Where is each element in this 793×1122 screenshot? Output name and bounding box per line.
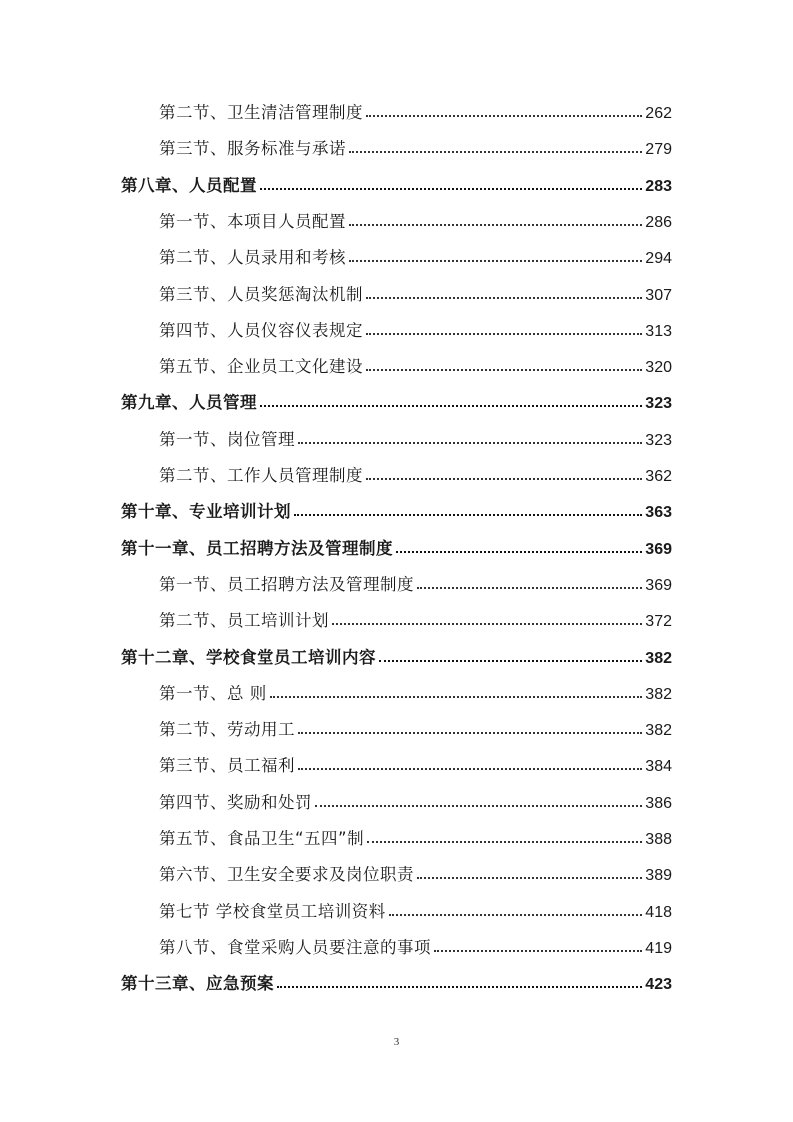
toc-section-entry[interactable] bbox=[159, 277, 672, 305]
toc-entry-title: 第八章、人员配置 bbox=[121, 175, 257, 195]
toc-entry-page: 423 bbox=[645, 976, 672, 994]
toc-entry-page: 384 bbox=[645, 758, 672, 776]
toc-entry-title: 第四节、人员仪容仪表规定 bbox=[159, 320, 363, 340]
dot-leader bbox=[389, 913, 643, 916]
toc-entry-title: 第十一章、员工招聘方法及管理制度 bbox=[121, 538, 393, 558]
toc-entry-title: 第一节、岗位管理 bbox=[159, 429, 295, 449]
dot-leader bbox=[298, 441, 642, 444]
dot-leader bbox=[298, 731, 642, 734]
toc-entry-page: 283 bbox=[645, 177, 672, 195]
toc-entry-page: 286 bbox=[645, 213, 672, 231]
toc-entry-page: 262 bbox=[645, 105, 672, 122]
toc-chapter-entry[interactable] bbox=[121, 966, 672, 994]
toc-entry-page: 323 bbox=[645, 395, 672, 413]
toc-entry-title: 第五节、食品卫生“五四”制 bbox=[159, 829, 365, 848]
toc-entry-title: 第三节、服务标准与承诺 bbox=[159, 139, 346, 159]
dot-leader bbox=[349, 259, 642, 262]
toc-section-entry[interactable] bbox=[159, 785, 672, 813]
dot-leader bbox=[366, 332, 642, 335]
dot-leader bbox=[367, 840, 642, 843]
toc-entry-title: 第三节、员工福利 bbox=[159, 756, 295, 776]
toc-entry-page: 313 bbox=[645, 322, 672, 340]
toc-entry-title: 第二节、员工培训计划 bbox=[159, 611, 329, 631]
toc-entry-page: 418 bbox=[645, 903, 672, 921]
toc-entry-page: 389 bbox=[645, 867, 672, 885]
toc-section-entry[interactable] bbox=[159, 676, 672, 704]
toc-entry-page: 362 bbox=[645, 468, 672, 485]
dot-leader bbox=[366, 368, 642, 371]
dot-leader bbox=[396, 550, 642, 553]
toc-entry-page: 369 bbox=[645, 540, 672, 558]
toc-section-entry[interactable] bbox=[159, 930, 672, 958]
toc-entry-title: 第四节、奖励和处罚 bbox=[159, 792, 312, 812]
toc-chapter-entry[interactable] bbox=[121, 385, 672, 413]
toc-entry-page: 320 bbox=[645, 359, 672, 377]
page-number: 3 bbox=[393, 1036, 400, 1048]
dot-leader bbox=[379, 659, 642, 662]
toc-section-entry[interactable] bbox=[159, 422, 672, 450]
dot-leader bbox=[417, 586, 642, 589]
dot-leader bbox=[366, 114, 642, 117]
dot-leader bbox=[260, 404, 642, 407]
dot-leader bbox=[315, 804, 642, 807]
toc-entry-page: 323 bbox=[645, 431, 672, 449]
toc-section-entry[interactable] bbox=[159, 349, 672, 377]
toc-entry-page: 386 bbox=[645, 794, 672, 812]
toc-entry-title: 第九章、人员管理 bbox=[121, 393, 257, 413]
dot-leader bbox=[332, 622, 642, 625]
toc-chapter-entry[interactable] bbox=[121, 494, 672, 522]
toc-section-entry[interactable] bbox=[159, 748, 672, 776]
dot-leader bbox=[294, 513, 642, 516]
toc-section-entry[interactable] bbox=[159, 313, 672, 341]
dot-leader bbox=[417, 876, 642, 879]
toc-entry-title: 第五节、企业员工文化建设 bbox=[159, 357, 363, 377]
toc-section-entry[interactable] bbox=[159, 458, 672, 486]
toc-entry-title: 第一节、本项目人员配置 bbox=[159, 211, 346, 231]
dot-leader bbox=[270, 695, 643, 698]
dot-leader bbox=[434, 949, 642, 952]
toc-chapter-entry[interactable] bbox=[121, 531, 672, 559]
toc-section-entry[interactable] bbox=[159, 204, 672, 232]
dot-leader bbox=[260, 187, 642, 190]
toc-section-entry[interactable] bbox=[159, 894, 672, 922]
toc-entry-page: 388 bbox=[645, 831, 672, 848]
toc-entry-page: 382 bbox=[645, 685, 672, 703]
toc-section-entry[interactable] bbox=[159, 712, 672, 740]
toc-entry-page: 307 bbox=[645, 286, 672, 304]
toc-entry-title: 第六节、卫生安全要求及岗位职责 bbox=[159, 865, 414, 885]
toc-entry-title: 第十章、专业培训计划 bbox=[121, 502, 291, 522]
dot-leader bbox=[349, 150, 642, 153]
toc-entry-page: 294 bbox=[645, 250, 672, 268]
toc-entry-title: 第一节、员工招聘方法及管理制度 bbox=[159, 574, 414, 594]
toc-entry-title: 第十三章、应急预案 bbox=[121, 974, 274, 994]
toc-entry-title: 第二节、人员录用和考核 bbox=[159, 248, 346, 268]
toc-entry-page: 382 bbox=[645, 649, 672, 667]
toc-section-entry[interactable] bbox=[159, 131, 672, 159]
toc-entry-title: 第二节、工作人员管理制度 bbox=[159, 466, 363, 485]
toc-chapter-entry[interactable] bbox=[121, 640, 672, 668]
toc-entry-page: 419 bbox=[645, 939, 672, 957]
dot-leader bbox=[366, 296, 642, 299]
toc-section-entry[interactable] bbox=[159, 95, 672, 123]
toc-chapter-entry[interactable] bbox=[121, 168, 672, 196]
toc-section-entry[interactable] bbox=[159, 857, 672, 885]
toc-section-entry[interactable] bbox=[159, 603, 672, 631]
toc-entry-page: 382 bbox=[645, 722, 672, 740]
dot-leader bbox=[277, 985, 642, 988]
toc-entry-title: 第八节、食堂采购人员要注意的事项 bbox=[159, 937, 431, 957]
toc-entry-title: 第三节、人员奖惩淘汰机制 bbox=[159, 284, 363, 304]
toc-section-entry[interactable] bbox=[159, 240, 672, 268]
dot-leader bbox=[298, 767, 642, 770]
toc-section-entry[interactable] bbox=[159, 821, 672, 849]
dot-leader bbox=[366, 477, 642, 480]
toc-entry-title: 第七节 学校食堂员工培训资料 bbox=[159, 901, 386, 921]
toc-entry-page: 372 bbox=[645, 613, 672, 631]
toc-section-entry[interactable] bbox=[159, 567, 672, 595]
toc-entry-page: 279 bbox=[645, 141, 672, 159]
toc-entry-title: 第一节、总 则 bbox=[159, 683, 267, 703]
toc-entry-title: 第十二章、学校食堂员工培训内容 bbox=[121, 647, 376, 667]
toc-entry-title: 第二节、劳动用工 bbox=[159, 720, 295, 740]
dot-leader bbox=[349, 223, 642, 226]
toc-entry-page: 363 bbox=[645, 504, 672, 522]
toc-entry-page: 369 bbox=[645, 576, 672, 594]
toc-entry-title: 第二节、卫生清洁管理制度 bbox=[159, 103, 363, 122]
